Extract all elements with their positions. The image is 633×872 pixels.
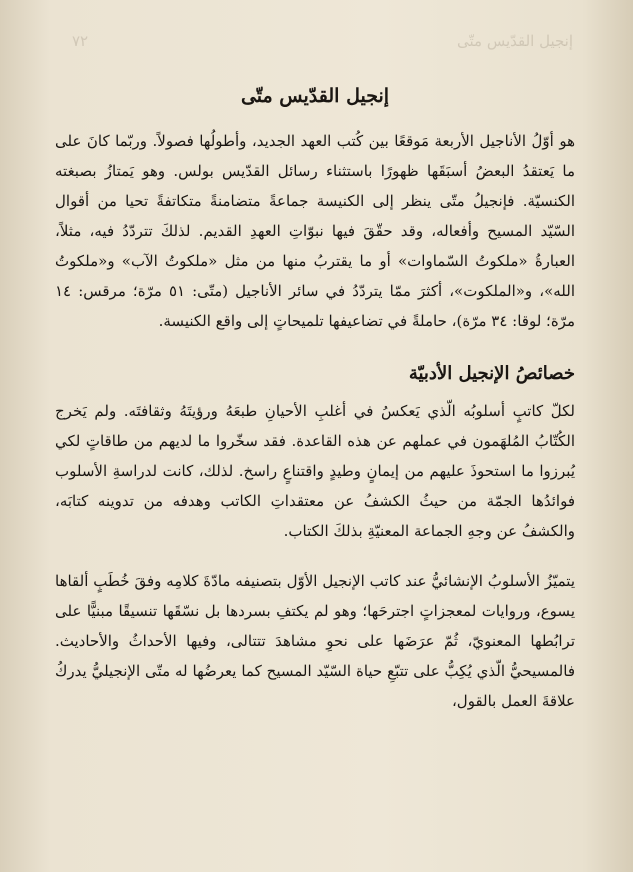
section-heading: خصائصُ الإنجيل الأدبيّة (408, 363, 575, 384)
paragraph-composition: يتميّزُ الأسلوبُ الإنشائيُّ عند كاتب الإنجيل الأوّل بتصنيفه مادّةَ كلامِه وفقَ خُطَبٍ ألقاها يسوع، وروايات لمعجزاتٍ اجترحَها؛ وهو لم يكتفِ بسردها بل نسّقَها تنسيقًا مبنيًّا على ترابُطها المعنويّ، ثُمّ عرَضَها على نحوِ مشاهدَ تتتالى، وفيها الأحداثُ والأحاديث. فالمسيحيُّ الّذي يُكِبُّ على تتبّعِ حياة السّيّد المسيح كما يعرضُها له متّى الإنجيليُّ يدركُ علاقةَ العمل بالقول، (55, 572, 575, 710)
bleed-through-header: إنجيل القدّيس متّى ٧٢ (72, 32, 573, 50)
spacer (55, 336, 575, 358)
spacer (55, 546, 575, 566)
page-content (55, 80, 575, 716)
paragraph-style: لكلّ كاتبٍ أسلوبُه الّذي يَعكسُ في أغلبِ الأحيانِ طبعَهُ ورؤيتَهُ وثقافتَه. ولم يَخرج الكُتّابُ المُلهَمون في عملهم عن هذه القاعدة. فقد سخّروا ما لديهم من طاقاتٍ لكي يُبرزوا ما استحوذَ عليهم من إيمانٍ وطيدٍ واقتناعٍ راسخ. لذلك، كانت لدراسةِ الأسلوب فوائدُها الجمّة من حيثُ الكشفُ عن معتقداتِ الكاتب وهدفه من تدوينه كتابَه، والكشفُ عن وجهِ الجماعة المعنيّةِ بذلكَ الكتاب. (55, 402, 575, 540)
paragraph-intro: هو أوّلُ الأناجيل الأربعة مَوقعًا بين كُتب العهد الجديد، وأطولُها فصولاً. وربّما كانَ على ما يَعتقدُ البعضُ أسبَقَها ظهورًا باستثناء رسائل القدّيس بولس. وهو يَمتازُ بصبغته الكنسيّة. فإنجيلُ متّى ينظر إلى الكنيسة جماعةً متضامنةً متكاتفةً تحيا من أقوال السّيّد المسيح وأفعاله، وقد حقّقَ فيها نبوّاتِ العهدِ القديم. لذلكَ تتردّدُ فيه، مثلاً، العبارةُ «ملكوتُ السّماوات» أو ما يقتربُ منها من مثل «ملكوتُ الآب» و«ملكوتُ الله»، و«الملكوت»، أكثرَ ممّا يتردّدُ في سائر الأناجيل (متّى: ٥١ مرّة؛ مرقس: ١٤ مرّة؛ لوقا: ٣٤ مرّة)، حاملةً في تضاعيفها تلميحاتٍ إلى واقع الكنيسة. (55, 132, 575, 330)
page-title: إنجيل القدّيس متّى (240, 85, 390, 107)
